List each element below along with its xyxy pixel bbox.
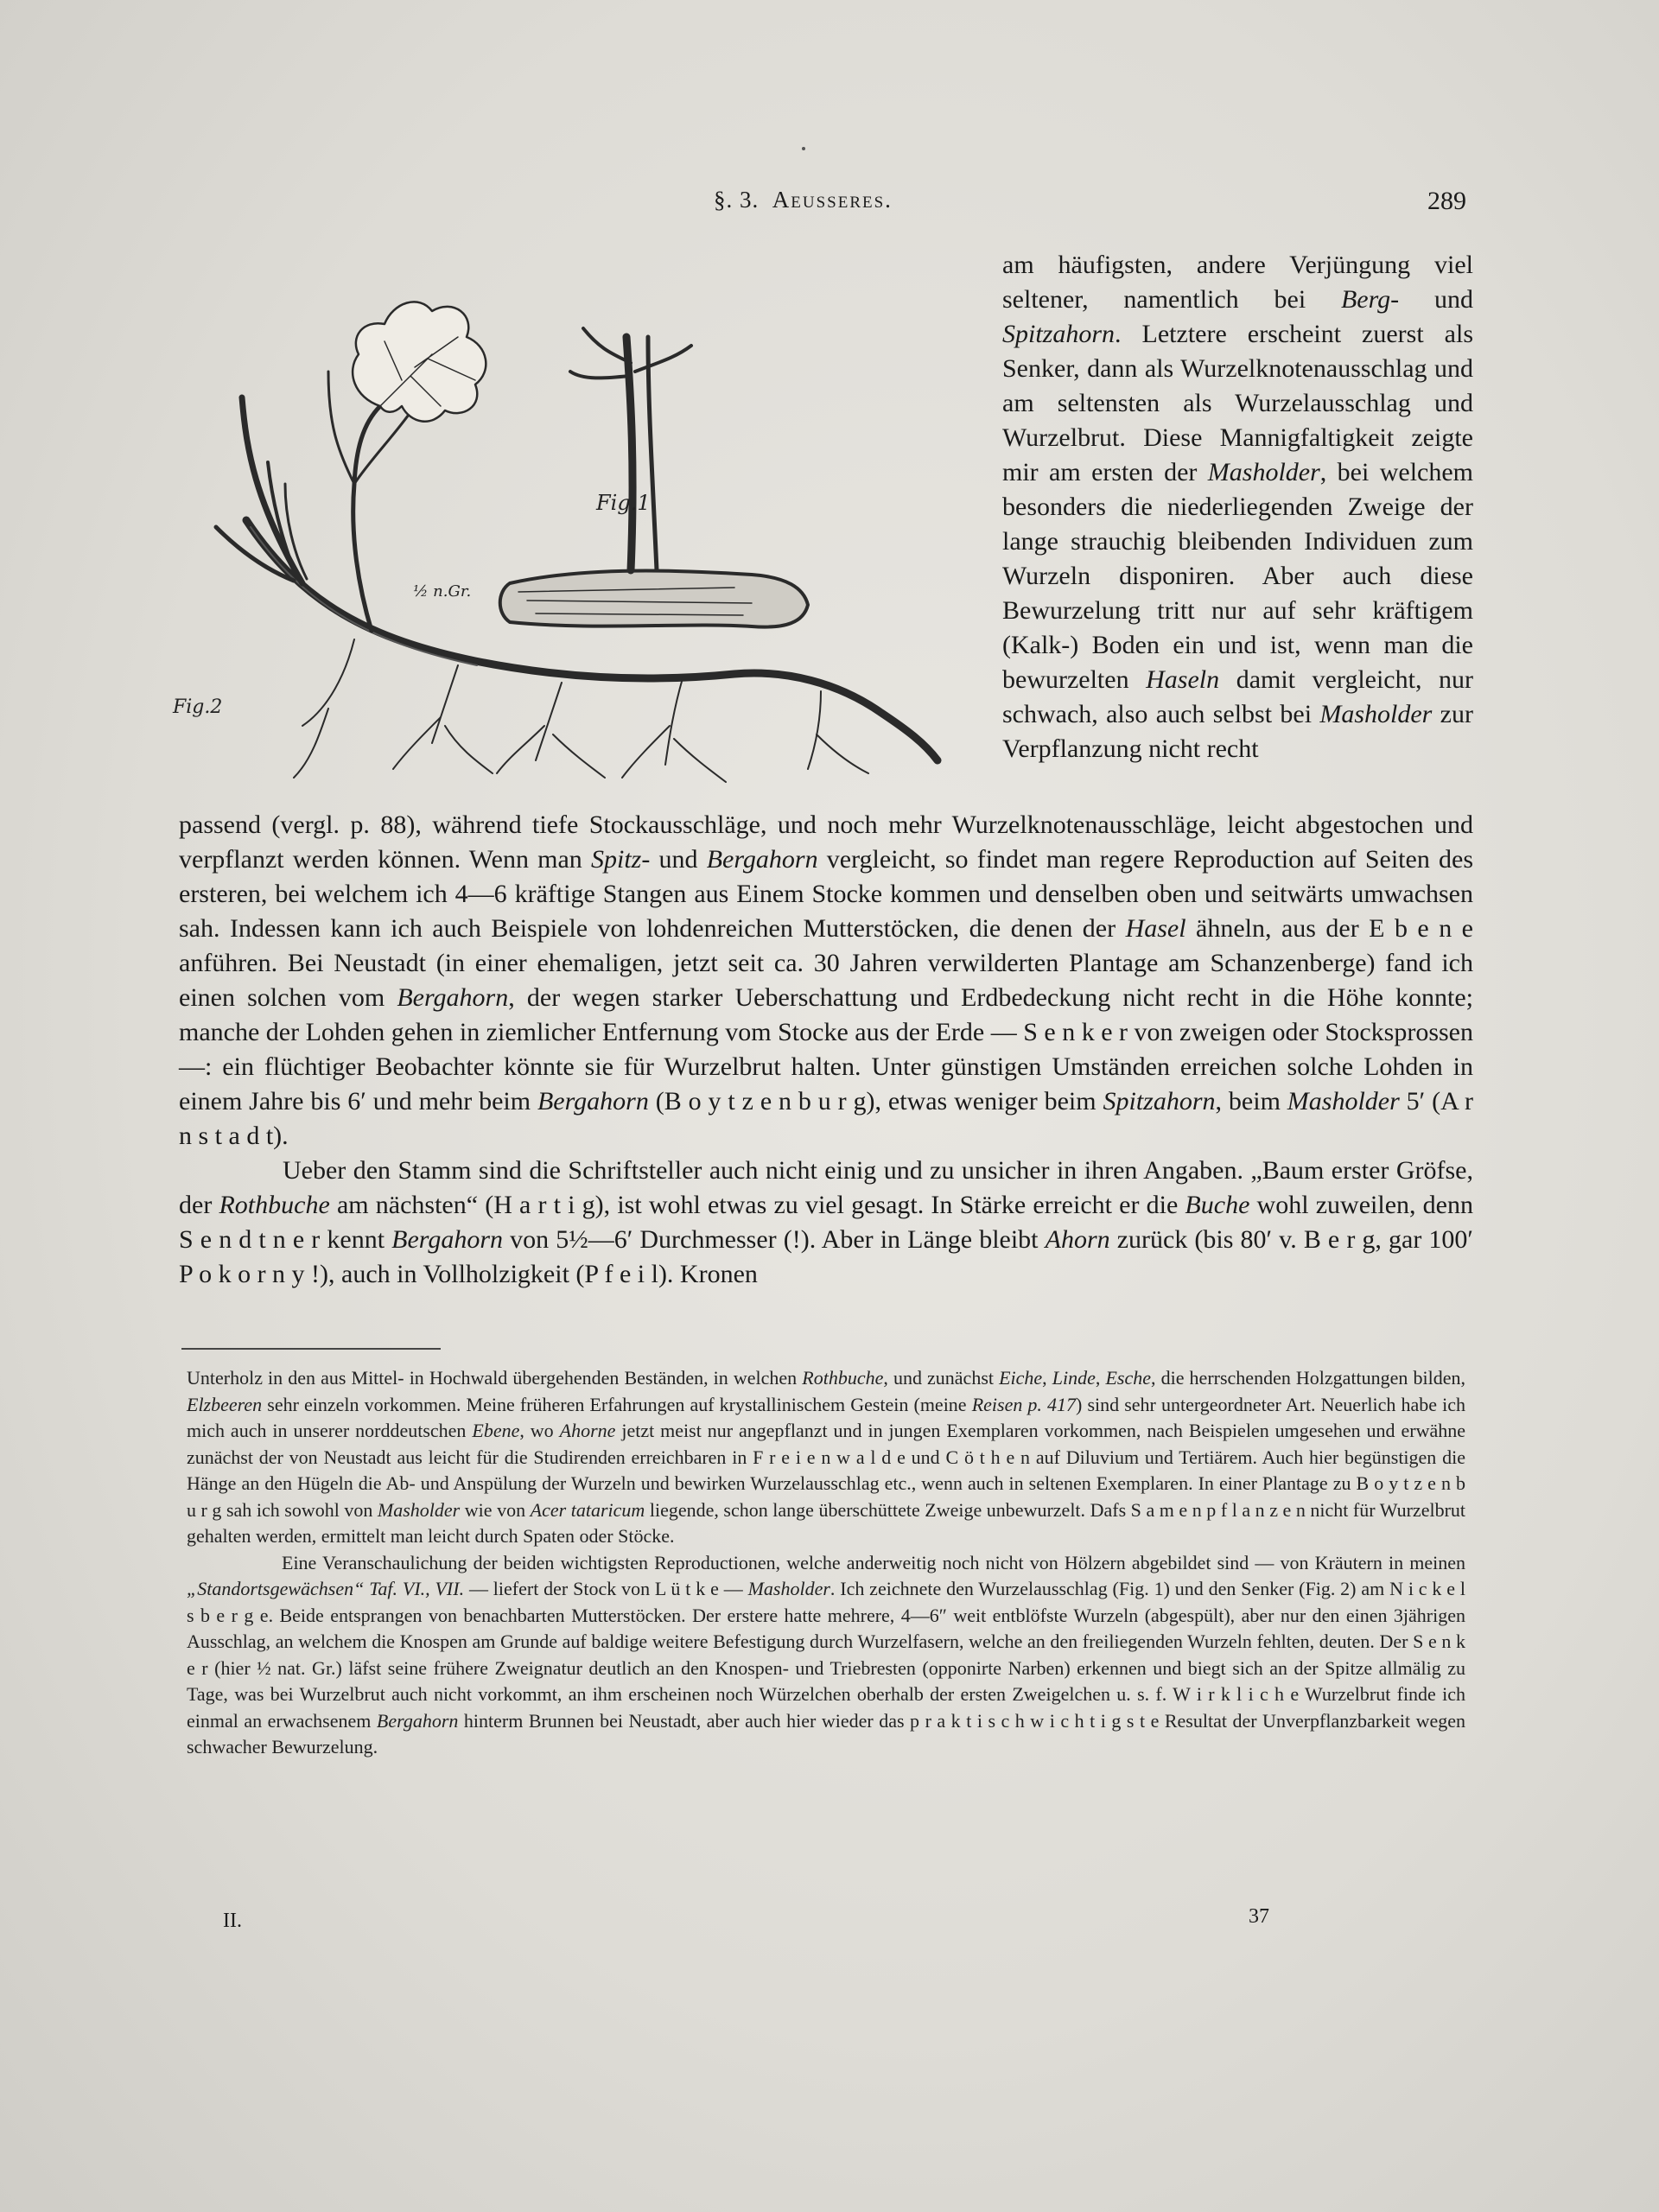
- leaf: [353, 302, 486, 421]
- ink-speck: [802, 147, 805, 150]
- footnote-block: [187, 1365, 1465, 1761]
- root-section: [500, 571, 808, 627]
- figure-drawing: [173, 276, 994, 821]
- signature-mark: II.: [223, 1910, 242, 1932]
- figure-illustration: [173, 276, 994, 821]
- scale-label: ½ n.Gr.: [413, 582, 472, 601]
- page-number: 289: [1427, 187, 1466, 215]
- root-shoot: [626, 337, 632, 570]
- section-title: Aeusseres.: [772, 187, 893, 213]
- body-paragraph: passend (vergl. p. 88), während tiefe Stockausschläge, und noch mehr Wurzelknotenausschläge, leicht abgestochen und verpflanzt werden können. Wenn man Spitz- und Bergahorn vergleicht, so findet man regere Reproduction auf Seiten des ersteren, bei welchem ich 4—6 kräftige Stangen aus Einem Stocke kommen und denselben oben und seitwärts umwachsen sah. Indessen kann ich auch Beispiele von lohdenreichen Mutterstöcken, die denen der Hasel ähneln, aus der E b e n e anführen. Bei Neustadt (in einer ehemaligen, jetzt seit ca. 30 Jahren verwilderten Plantage am Schanzenberge) fand ich einen solchen vom Bergahorn, der wegen starker Ueberschattung und Erdbedeckung nicht recht in die Höhe konnte; manche der Lohden gehen in ziemlicher Entfernung vom Stocke aus der Erde — S e n k e r von zweigen oder Stocksprossen —: ein flüchtiger Beobachter könnte sie für Wurzelbrut halten. Unter günstigen Umständen erreichen solche Lohden in einem Jahre bis 6′ und mehr beim Bergahorn (B o y t z e n b u r g), etwas weniger beim Spitzahorn, beim Masholder 5′ (A r n s t a d t).: [179, 810, 1474, 1150]
- body-full-text: [179, 808, 1473, 1292]
- body-paragraph: Ueber den Stamm sind die Schriftsteller auch nicht einig und zu unsicher in ihren Angaben. „Baum erster Gröfse, der Rothbuche am nächsten“ (H a r t i g), ist wohl etwas zu viel gesagt. In Stärke erreicht er die Buche wohl zuweilen, denn S e n d t n e r kennt Bergahorn von 5½—6′ Durchmesser (!). Aber in Länge bleibt Ahorn zurück (bis 80′ v. B e r g, gar 100′ P o k o r n y !), auch in Vollholzigkeit (P f e i l). Kronen: [179, 1156, 1473, 1288]
- fig1-label: Fig.1: [596, 491, 651, 515]
- senker-branch: [246, 520, 938, 760]
- signature-number: 37: [1249, 1905, 1269, 1928]
- footnote-paragraph: Eine Veranschaulichung der beiden wichtigsten Reproductionen, welche anderweitig noch nicht von Hölzern abgebildet sind — von Kräutern in meinen „Standortsgewächsen“ Taf. VI., VII. — liefert der Stock von L ü t k e — Masholder. Ich zeichnete den Wurzelausschlag (Fig. 1) und den Senker (Fig. 2) am N i c k e l s b e r g e. Beide entsprangen von benachbarten Mutterstöcken. Der erstere hatte mehrere, 4—6″ weit entblöfste Wurzeln (abgespült), aber nur den einen 3jährigen Ausschlag, an welchem die Knospen am Grunde auf baldige weitere Befestigung durch Wurzelfasern, welche an den freiliegenden Wurzeln fehlten, deuten. Der S e n k e r (hier ½ nat. Gr.) läfst seine frühere Zweignatur deutlich an den Knospen- und Triebresten (opponirte Narben) erkennen und biegt sich an der Spitze allmälig zu Tage, was bei Wurzelbrut auch nicht vorkommt, an ihm erscheinen noch Würzelchen oberhalb der ersten Zweigelchen u. s. f. W i r k l i c h e Wurzelbrut finde ich einmal an erwachsenem Bergahorn hinterm Brunnen bei Neustadt, aber auch hier wieder das p r a k t i s c h w i c h t i g s t e Resultat der Unverpflanzbarkeit wegen schwacher Bewurzelung.: [187, 1551, 1466, 1758]
- footnote-paragraph: Unterholz in den aus Mittel- in Hochwald übergehenden Beständen, in welchen Rothbuche, und zunächst Eiche, Linde, Esche, die herrschenden Holzgattungen bilden, Elzbeeren sehr einzeln vorkommen. Meine früheren Erfahrungen auf krystallinischem Gestein (meine Reisen p. 417) sind sehr untergeordneter Art. Neuerlich habe ich mich auch in unserer norddeutschen Ebene, wo Ahorne jetzt meist nur angepflanzt und in jungen Exemplaren vorkommen, nach Beispielen umgesehen und erwähne zunächst der von Neustadt aus leicht für die Studirenden erreichbaren in F r e i e n w a l d e und C ö t h e n auf Diluvium und Tertiärem. Auch hier begünstigen die Hänge an den Hügeln die Ab- und Anspülung der Wurzeln und bewirken Wurzelausschlag etc., wenn auch in seltenen Exemplaren. In einer Plantage zu B o y t z e n b u r g sah ich sowohl von Masholder wie von Acer tataricum liegende, schon lange überschüttete Zweige unbewurzelt. Dafs S a m e n p f l a n z e n nicht für Wurzelbrut gehalten werden, ermittelt man leicht durch Spaten oder Stöcke.: [187, 1367, 1466, 1547]
- footnote-rule: [181, 1348, 441, 1350]
- section-heading: [714, 187, 893, 213]
- body-column-text: am häufigsten, andere Verjüngung viel seltener, namentlich bei Berg- und Spitzahorn. Letztere erscheint zuerst als Senker, dann als Wurzelknotenausschlag und am seltensten als Wurzelausschlag und Wurzelbrut. Diese Mannigfaltigkeit zeigte mir am ersten der Masholder, bei welchem besonders die niederliegenden Zweige der lange strauchig bleibenden Individuen zum Wurzeln disponiren. Aber auch diese Bewurzelung tritt nur auf sehr kräftigem (Kalk-) Boden ein und ist, wenn man die bewurzelten Haseln damit vergleicht, nur schwach, also auch selbst bei Masholder zur Verpflanzung nicht recht: [1002, 251, 1473, 763]
- leaf-stalk: [353, 406, 380, 631]
- running-header: [0, 187, 1659, 221]
- section-number: §. 3.: [714, 187, 760, 213]
- fig2-label: Fig.2: [173, 696, 223, 718]
